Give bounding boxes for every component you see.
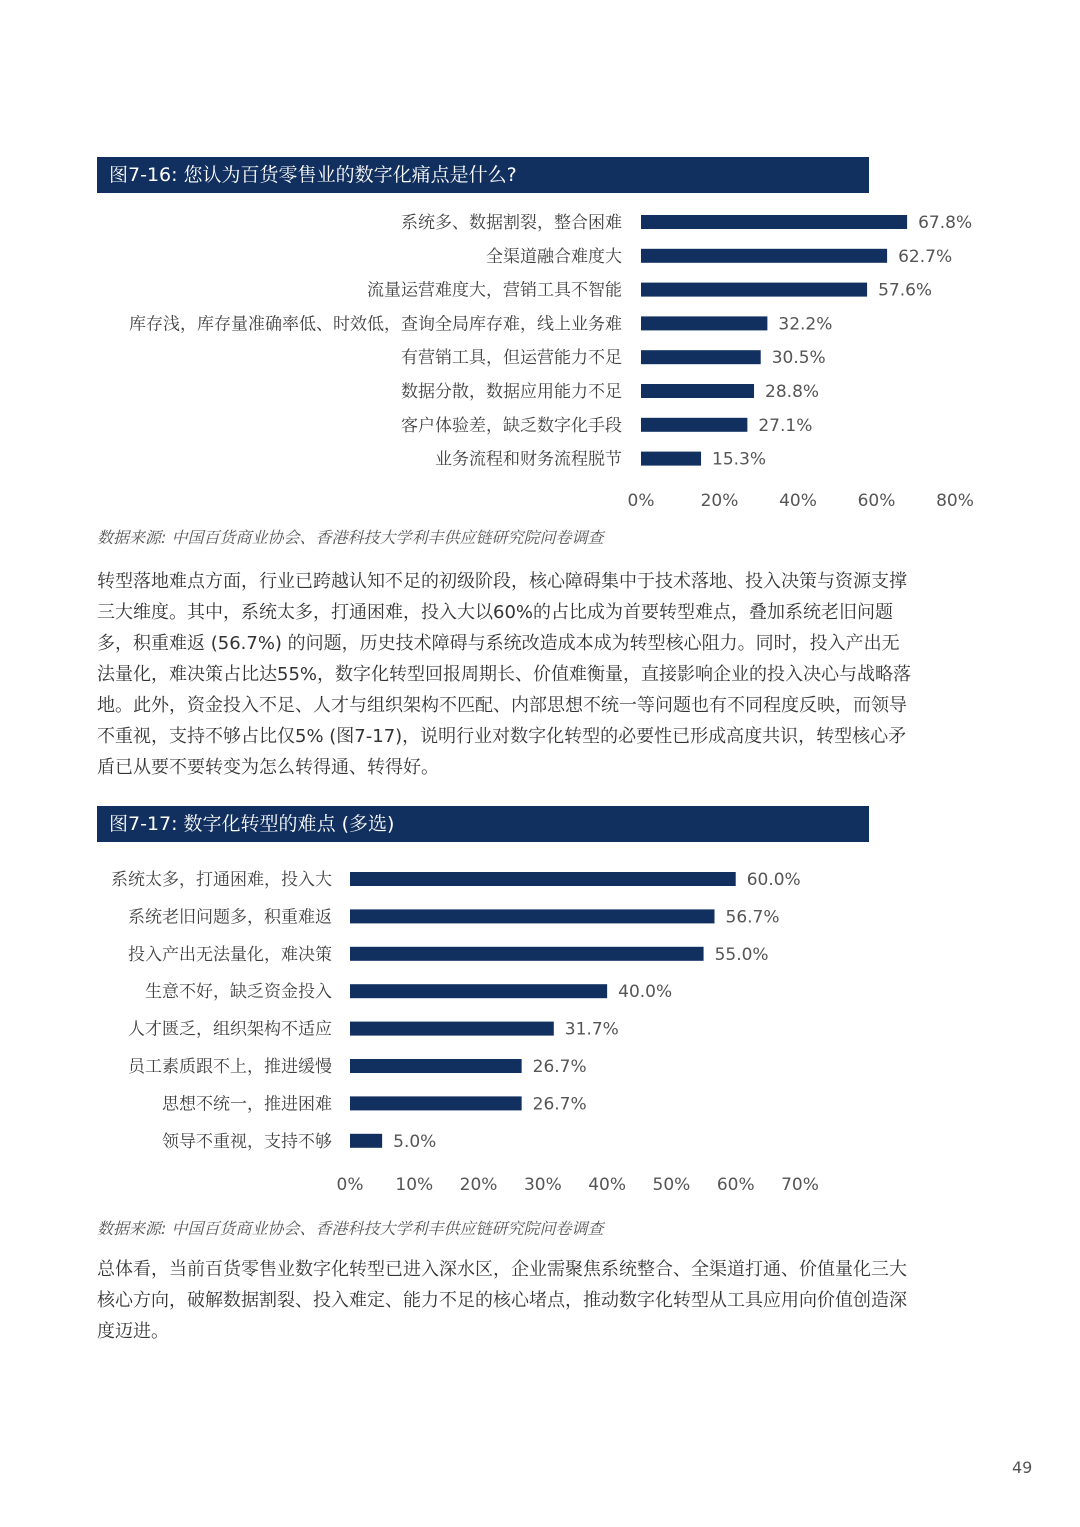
value-label: 30.5% — [771, 348, 826, 369]
x-tick-label: 30% — [523, 1175, 562, 1195]
x-tick-label: 10% — [395, 1175, 434, 1195]
x-tick-label: 20% — [459, 1175, 498, 1195]
x-tick-label: 80% — [936, 491, 974, 511]
figure-7-17-chart — [0, 860, 1080, 1205]
bar — [350, 1096, 522, 1110]
body-paragraph-2: 总体看，当前百货零售业数字化转型已进入深水区，企业需聚焦系统整合、全渠道打通、价值量化三大核心方向，破解数据割裂、投入难定、能力不足的核心堵点，推动数字化转型从工具应用向价值创造深度迈进。 — [97, 1259, 907, 1342]
x-tick-label: 60% — [716, 1175, 755, 1195]
bar — [641, 283, 867, 297]
value-label: 40.0% — [618, 982, 673, 1003]
value-label: 31.7% — [564, 1019, 619, 1040]
category-label: 思想不统一，推进困难 — [162, 1094, 332, 1115]
bar — [350, 909, 715, 923]
value-label: 55.0% — [714, 944, 769, 965]
x-tick-label: 40% — [588, 1175, 627, 1195]
bar — [350, 984, 607, 998]
value-label: 26.7% — [532, 1057, 587, 1077]
bar — [350, 1022, 554, 1036]
category-label: 客户体验差，缺乏数字化手段 — [401, 415, 622, 436]
x-tick-label: 50% — [652, 1175, 691, 1195]
bar — [641, 316, 767, 330]
category-label: 人才匮乏，组织架构不适应 — [128, 1019, 332, 1040]
category-label: 系统老旧问题多，积重难返 — [128, 907, 332, 928]
value-label: 15.3% — [712, 449, 767, 470]
bar — [350, 947, 704, 961]
x-tick-label: 20% — [700, 491, 739, 511]
bar — [641, 249, 887, 263]
bar — [641, 418, 747, 432]
category-label: 全渠道融合难度大 — [486, 246, 622, 267]
bar — [350, 1134, 382, 1148]
value-label: 57.6% — [878, 280, 933, 301]
figure-7-16-chart — [0, 200, 1080, 520]
category-label: 员工素质跟不上，推进缓慢 — [128, 1057, 332, 1077]
value-label: 32.2% — [778, 314, 833, 335]
category-label: 业务流程和财务流程脱节 — [435, 449, 622, 470]
value-label: 62.7% — [898, 246, 953, 267]
page-number: 49 — [1012, 1458, 1033, 1477]
bar — [641, 350, 761, 364]
value-label: 67.8% — [918, 213, 973, 233]
bar — [350, 1059, 522, 1073]
value-label: 27.1% — [758, 415, 813, 436]
category-label: 数据分散，数据应用能力不足 — [401, 382, 622, 402]
category-label: 流量运营难度大，营销工具不智能 — [367, 280, 622, 301]
x-tick-label: 40% — [779, 491, 817, 511]
value-label: 5.0% — [393, 1131, 437, 1152]
category-label: 领导不重视，支持不够 — [162, 1131, 332, 1152]
category-label: 生意不好，缺乏资金投入 — [145, 982, 332, 1003]
value-label: 28.8% — [765, 382, 820, 402]
category-label: 投入产出无法量化，难决策 — [128, 944, 332, 965]
category-label: 系统多、数据割裂，整合困难 — [401, 213, 622, 233]
bar — [641, 384, 754, 398]
x-tick-label: 0% — [627, 491, 655, 511]
x-tick-label: 70% — [781, 1175, 819, 1195]
bar — [641, 452, 701, 466]
bar — [641, 215, 907, 229]
value-label: 26.7% — [532, 1094, 587, 1115]
bar — [350, 872, 736, 886]
x-tick-label: 60% — [857, 491, 896, 511]
figure-7-17-source: 数据来源: 中国百货商业协会、香港科技大学利丰供应链研究院问卷调查 — [97, 1219, 604, 1238]
category-label: 库存浅，库存量准确率低、时效低，查询全局库存难，线上业务难 — [129, 314, 622, 335]
x-tick-label: 0% — [336, 1175, 364, 1195]
figure-7-16-title: 图7-16: 您认为百货零售业的数字化痛点是什么? — [97, 157, 869, 193]
value-label: 60.0% — [746, 870, 801, 890]
figure-7-17-title: 图7-17: 数字化转型的难点 (多选) — [97, 806, 869, 842]
figure-7-16-source: 数据来源: 中国百货商业协会、香港科技大学利丰供应链研究院问卷调查 — [97, 528, 604, 547]
category-label: 有营销工具，但运营能力不足 — [401, 348, 622, 369]
body-paragraph-1: 转型落地难点方面，行业已跨越认知不足的初级阶段，核心障碍集中于技术落地、投入决策与资源支撑三大维度。其中，系统太多，打通困难，投入大以60%的占比成为首要转型难点，叠加系统老旧问题多，积重难返 (56.7%) 的问题，历史技术障碍与系统改造成本成为转型核心阻力。同时，投入产出无法量化，难决策占比达55%，数字化转型回报周期长、价值难衡量，直接影响企业的投入决心与战略落地。此外，资金投入不足、人才与组织架构不匹配、内部思想不统一等问题也有不同程度反映，而领导不重视，支持不够占比仅5% (图7-17)，说明行业对数字化转型的必要性已形成高度共识，转型核心矛盾已从要不要转变为怎么转得通、转得好。 — [97, 571, 912, 778]
category-label: 系统太多，打通困难，投入大 — [111, 870, 332, 890]
value-label: 56.7% — [725, 907, 780, 928]
